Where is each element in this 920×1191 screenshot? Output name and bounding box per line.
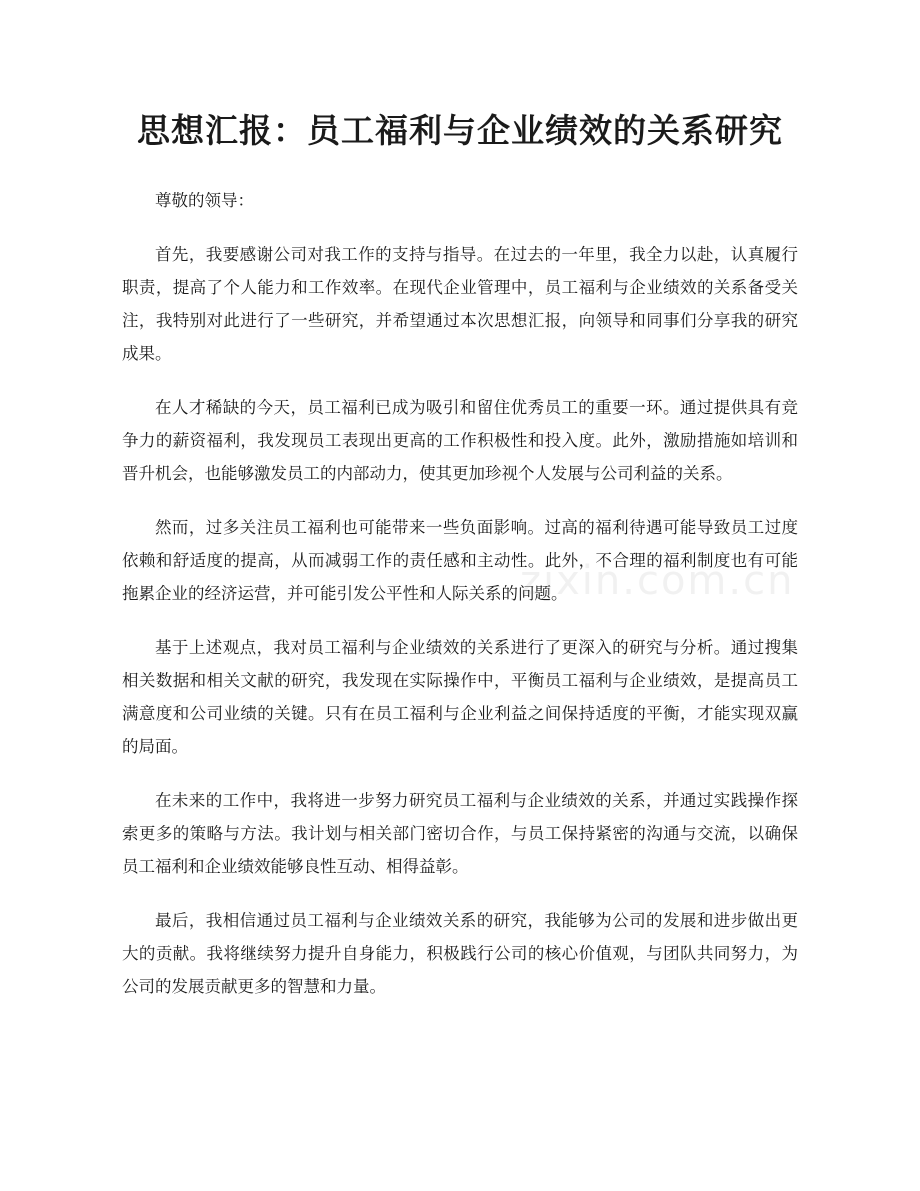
paragraph-3: 然而，过多关注员工福利也可能带来一些负面影响。过高的福利待遇可能导致员工过度依赖和舒适度的提高，从而减弱工作的责任感和主动性。此外，不合理的福利制度也有可能拖累企业的经济运营，并可能引发公平性和人际关系的问题。 xyxy=(122,518,798,603)
paragraph-1: 首先，我要感谢公司对我工作的支持与指导。在过去的一年里，我全力以赴，认真履行职责，提高了个人能力和工作效率。在现代企业管理中，员工福利与企业绩效的关系备受关注，我特别对此进行了一些研究，并希望通过本次思想汇报，向领导和同事们分享我的研究成果。 xyxy=(122,245,798,363)
document-title: 思想汇报：员工福利与企业绩效的关系研究 xyxy=(137,111,783,150)
document-body xyxy=(122,184,798,1024)
watermark: zixin.com.cn xyxy=(520,558,795,604)
paragraph-2: 在人才稀缺的今天，员工福利已成为吸引和留住优秀员工的重要一环。通过提供具有竞争力的薪资福利，我发现员工表现出更高的工作积极性和投入度。此外，激励措施如培训和晋升机会，也能够激发员工的内部动力，使其更加珍视个人发展与公司利益的关系。 xyxy=(122,398,798,483)
salutation: 尊敬的领导： xyxy=(155,191,254,210)
paragraph-4: 基于上述观点，我对员工福利与企业绩效的关系进行了更深入的研究与分析。通过搜集相关数据和相关文献的研究，我发现在实际操作中，平衡员工福利与企业绩效，是提高员工满意度和公司业绩的关键。只有在员工福利与企业利益之间保持适度的平衡，才能实现双赢的局面。 xyxy=(122,638,798,756)
paragraph-5: 在未来的工作中，我将进一步努力研究员工福利与企业绩效的关系，并通过实践操作探索更多的策略与方法。我计划与相关部门密切合作，与员工保持紧密的沟通与交流，以确保员工福利和企业绩效能够良性互动、相得益彰。 xyxy=(122,791,798,876)
paragraph-6: 最后，我相信通过员工福利与企业绩效关系的研究，我能够为公司的发展和进步做出更大的贡献。我将继续努力提升自身能力，积极践行公司的核心价值观，与团队共同努力，为公司的发展贡献更多的智慧和力量。 xyxy=(122,911,798,996)
